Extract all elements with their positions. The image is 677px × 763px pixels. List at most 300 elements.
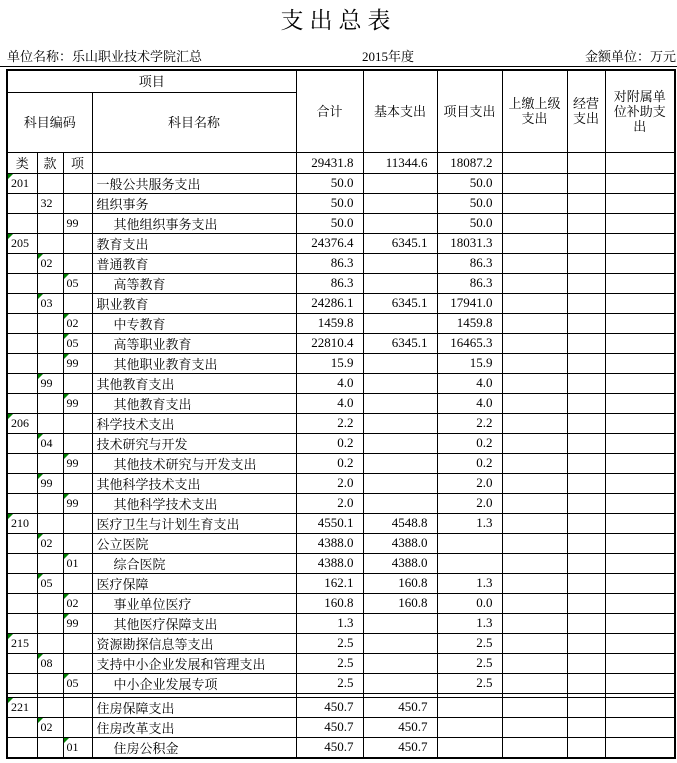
cell-basic-expense[interactable] [363, 173, 437, 193]
cell-kuan[interactable] [37, 213, 63, 233]
cell-subsidy[interactable] [605, 353, 675, 373]
cell-subsidy[interactable] [605, 653, 675, 673]
cell-subsidy[interactable] [605, 213, 675, 233]
cell-basic-expense[interactable] [363, 413, 437, 433]
cell-upper-payment[interactable] [502, 473, 567, 493]
cell-upper-payment[interactable] [502, 573, 567, 593]
cell-subject-name[interactable]: 一般公共服务支出 [92, 173, 296, 193]
cell-basic-expense[interactable]: 160.8 [363, 593, 437, 613]
header-upper-payment[interactable]: 上缴上级支出 [502, 70, 567, 152]
cell-subsidy[interactable] [605, 553, 675, 573]
cell-lei[interactable] [7, 253, 37, 273]
cell-total[interactable]: 450.7 [296, 717, 363, 737]
cell-upper-payment[interactable] [502, 697, 567, 717]
cell-xiang[interactable] [63, 573, 92, 593]
cell-upper-payment[interactable] [502, 333, 567, 353]
cell-operating-expense[interactable] [567, 613, 605, 633]
cell-xiang[interactable]: 99 [63, 613, 92, 633]
cell-kuan[interactable]: 99 [37, 373, 63, 393]
cell-xiang[interactable]: 01 [63, 737, 92, 758]
cell-lei[interactable]: 215 [7, 633, 37, 653]
cell-subsidy[interactable] [605, 633, 675, 653]
cell-operating-expense[interactable] [567, 673, 605, 693]
cell-xiang[interactable]: 02 [63, 593, 92, 613]
cell-total[interactable]: 50.0 [296, 213, 363, 233]
cell-operating-expense[interactable] [567, 593, 605, 613]
cell-total[interactable]: 15.9 [296, 353, 363, 373]
cell-basic-expense[interactable] [363, 253, 437, 273]
cell-total[interactable]: 2.0 [296, 473, 363, 493]
cell-lei[interactable] [7, 193, 37, 213]
cell-basic-expense[interactable] [363, 213, 437, 233]
cell-kuan[interactable] [37, 673, 63, 693]
cell-lei[interactable] [7, 593, 37, 613]
cell-total[interactable]: 2.0 [296, 493, 363, 513]
cell-operating-expense[interactable] [567, 553, 605, 573]
cell-project-expense[interactable]: 15.9 [437, 353, 502, 373]
cell-total[interactable]: 4388.0 [296, 553, 363, 573]
cell-basic-expense[interactable]: 450.7 [363, 737, 437, 758]
cell-xiang[interactable]: 99 [63, 393, 92, 413]
header-subsidy[interactable]: 对附属单位补助支出 [605, 70, 675, 152]
cell-subsidy[interactable] [605, 493, 675, 513]
cell-kuan[interactable] [37, 633, 63, 653]
cell-operating-expense[interactable] [567, 513, 605, 533]
cell-subject-name[interactable]: 普通教育 [92, 253, 296, 273]
cell-subject-name[interactable]: 其他教育支出 [92, 393, 296, 413]
cell-project-expense[interactable]: 50.0 [437, 193, 502, 213]
cell-subsidy[interactable] [605, 433, 675, 453]
cell-lei[interactable] [7, 533, 37, 553]
cell-upper-payment[interactable] [502, 353, 567, 373]
cell-xiang[interactable]: 01 [63, 553, 92, 573]
cell-operating-expense[interactable] [567, 737, 605, 758]
totals-operating-cell[interactable] [567, 152, 605, 173]
cell-subject-name[interactable]: 住房改革支出 [92, 717, 296, 737]
cell-project-expense[interactable]: 4.0 [437, 373, 502, 393]
cell-subsidy[interactable] [605, 453, 675, 473]
cell-subsidy[interactable] [605, 697, 675, 717]
cell-upper-payment[interactable] [502, 653, 567, 673]
cell-subsidy[interactable] [605, 293, 675, 313]
cell-upper-payment[interactable] [502, 673, 567, 693]
cell-xiang[interactable]: 05 [63, 333, 92, 353]
cell-kuan[interactable] [37, 453, 63, 473]
cell-basic-expense[interactable]: 450.7 [363, 717, 437, 737]
cell-subsidy[interactable] [605, 573, 675, 593]
cell-operating-expense[interactable] [567, 233, 605, 253]
cell-xiang[interactable] [63, 697, 92, 717]
cell-subsidy[interactable] [605, 173, 675, 193]
cell-total[interactable]: 4550.1 [296, 513, 363, 533]
cell-subsidy[interactable] [605, 193, 675, 213]
cell-upper-payment[interactable] [502, 193, 567, 213]
cell-basic-expense[interactable] [363, 653, 437, 673]
cell-subsidy[interactable] [605, 533, 675, 553]
cell-kuan[interactable] [37, 393, 63, 413]
cell-kuan[interactable]: 02 [37, 533, 63, 553]
cell-project-expense[interactable] [437, 717, 502, 737]
cell-total[interactable]: 160.8 [296, 593, 363, 613]
cell-project-expense[interactable]: 2.0 [437, 473, 502, 493]
cell-project-expense[interactable]: 50.0 [437, 173, 502, 193]
cell-project-expense[interactable]: 0.2 [437, 433, 502, 453]
cell-kuan[interactable] [37, 413, 63, 433]
cell-project-expense[interactable]: 18031.3 [437, 233, 502, 253]
cell-total[interactable]: 4388.0 [296, 533, 363, 553]
cell-xiang[interactable] [63, 533, 92, 553]
cell-kuan[interactable] [37, 353, 63, 373]
cell-basic-expense[interactable] [363, 493, 437, 513]
cell-xiang[interactable] [63, 633, 92, 653]
cell-kuan[interactable] [37, 333, 63, 353]
cell-project-expense[interactable]: 86.3 [437, 273, 502, 293]
cell-basic-expense[interactable] [363, 453, 437, 473]
cell-total[interactable]: 24376.4 [296, 233, 363, 253]
cell-subject-name[interactable]: 组织事务 [92, 193, 296, 213]
cell-kuan[interactable]: 04 [37, 433, 63, 453]
cell-basic-expense[interactable] [363, 273, 437, 293]
cell-subject-name[interactable]: 中小企业发展专项 [92, 673, 296, 693]
cell-project-expense[interactable]: 1.3 [437, 573, 502, 593]
header-basic-expense[interactable]: 基本支出 [363, 70, 437, 152]
cell-upper-payment[interactable] [502, 213, 567, 233]
cell-kuan[interactable]: 08 [37, 653, 63, 673]
cell-upper-payment[interactable] [502, 717, 567, 737]
cell-operating-expense[interactable] [567, 253, 605, 273]
cell-subject-name[interactable]: 医疗卫生与计划生育支出 [92, 513, 296, 533]
header-project-group[interactable]: 项目 [7, 70, 296, 92]
cell-project-expense[interactable] [437, 697, 502, 717]
cell-xiang[interactable]: 99 [63, 453, 92, 473]
cell-total[interactable]: 22810.4 [296, 333, 363, 353]
cell-subject-name[interactable]: 资源勘探信息等支出 [92, 633, 296, 653]
cell-subject-name[interactable]: 高等教育 [92, 273, 296, 293]
header-subject-name[interactable]: 科目名称 [92, 92, 296, 152]
cell-upper-payment[interactable] [502, 737, 567, 758]
cell-kuan[interactable] [37, 313, 63, 333]
cell-xiang[interactable]: 02 [63, 313, 92, 333]
cell-subject-name[interactable]: 其他科学技术支出 [92, 493, 296, 513]
cell-subject-name[interactable]: 其他组织事务支出 [92, 213, 296, 233]
cell-upper-payment[interactable] [502, 393, 567, 413]
cell-kuan[interactable]: 03 [37, 293, 63, 313]
cell-kuan[interactable]: 02 [37, 717, 63, 737]
header-kuan[interactable]: 款 [37, 152, 63, 173]
totals-project-cell[interactable]: 18087.2 [437, 152, 502, 173]
cell-lei[interactable]: 221 [7, 697, 37, 717]
cell-operating-expense[interactable] [567, 697, 605, 717]
cell-xiang[interactable] [63, 253, 92, 273]
cell-subject-name[interactable]: 中专教育 [92, 313, 296, 333]
cell-upper-payment[interactable] [502, 273, 567, 293]
cell-xiang[interactable]: 05 [63, 673, 92, 693]
cell-total[interactable]: 50.0 [296, 193, 363, 213]
cell-upper-payment[interactable] [502, 493, 567, 513]
cell-operating-expense[interactable] [567, 313, 605, 333]
cell-total[interactable]: 0.2 [296, 453, 363, 473]
cell-total[interactable]: 86.3 [296, 273, 363, 293]
cell-lei[interactable] [7, 653, 37, 673]
cell-upper-payment[interactable] [502, 513, 567, 533]
cell-operating-expense[interactable] [567, 273, 605, 293]
cell-lei[interactable] [7, 717, 37, 737]
cell-upper-payment[interactable] [502, 233, 567, 253]
cell-subsidy[interactable] [605, 513, 675, 533]
cell-operating-expense[interactable] [567, 473, 605, 493]
cell-subject-name[interactable]: 医疗保障 [92, 573, 296, 593]
cell-upper-payment[interactable] [502, 253, 567, 273]
cell-lei[interactable] [7, 553, 37, 573]
cell-subject-name[interactable]: 住房公积金 [92, 737, 296, 758]
cell-subject-name[interactable]: 事业单位医疗 [92, 593, 296, 613]
cell-upper-payment[interactable] [502, 453, 567, 473]
cell-subject-name[interactable]: 高等职业教育 [92, 333, 296, 353]
cell-operating-expense[interactable] [567, 173, 605, 193]
cell-subject-name[interactable]: 技术研究与开发 [92, 433, 296, 453]
cell-subsidy[interactable] [605, 593, 675, 613]
cell-subject-name[interactable]: 科学技术支出 [92, 413, 296, 433]
cell-kuan[interactable] [37, 613, 63, 633]
cell-total[interactable]: 50.0 [296, 173, 363, 193]
cell-operating-expense[interactable] [567, 373, 605, 393]
cell-lei[interactable]: 201 [7, 173, 37, 193]
cell-project-expense[interactable]: 17941.0 [437, 293, 502, 313]
cell-upper-payment[interactable] [502, 413, 567, 433]
header-total[interactable]: 合计 [296, 70, 363, 152]
cell-total[interactable]: 4.0 [296, 393, 363, 413]
cell-subject-name[interactable]: 支持中小企业发展和管理支出 [92, 653, 296, 673]
cell-operating-expense[interactable] [567, 633, 605, 653]
cell-project-expense[interactable] [437, 737, 502, 758]
cell-total[interactable]: 2.2 [296, 413, 363, 433]
cell-operating-expense[interactable] [567, 353, 605, 373]
cell-kuan[interactable] [37, 513, 63, 533]
cell-lei[interactable] [7, 493, 37, 513]
cell-project-expense[interactable]: 2.5 [437, 633, 502, 653]
cell-total[interactable]: 450.7 [296, 697, 363, 717]
cell-project-expense[interactable]: 2.2 [437, 413, 502, 433]
cell-subsidy[interactable] [605, 233, 675, 253]
cell-upper-payment[interactable] [502, 553, 567, 573]
cell-subsidy[interactable] [605, 253, 675, 273]
cell-lei[interactable] [7, 473, 37, 493]
cell-project-expense[interactable]: 1459.8 [437, 313, 502, 333]
cell-project-expense[interactable]: 16465.3 [437, 333, 502, 353]
cell-basic-expense[interactable] [363, 193, 437, 213]
cell-kuan[interactable]: 99 [37, 473, 63, 493]
cell-subject-name[interactable]: 其他科学技术支出 [92, 473, 296, 493]
cell-subject-name[interactable]: 教育支出 [92, 233, 296, 253]
cell-subject-name[interactable]: 其他技术研究与开发支出 [92, 453, 296, 473]
cell-subsidy[interactable] [605, 737, 675, 758]
cell-subsidy[interactable] [605, 673, 675, 693]
cell-project-expense[interactable]: 4.0 [437, 393, 502, 413]
cell-total[interactable]: 1.3 [296, 613, 363, 633]
cell-upper-payment[interactable] [502, 373, 567, 393]
cell-lei[interactable]: 206 [7, 413, 37, 433]
cell-lei[interactable] [7, 737, 37, 758]
cell-subject-name[interactable]: 综合医院 [92, 553, 296, 573]
cell-project-expense[interactable]: 1.3 [437, 613, 502, 633]
cell-xiang[interactable] [63, 173, 92, 193]
cell-xiang[interactable] [63, 513, 92, 533]
cell-lei[interactable] [7, 673, 37, 693]
cell-subsidy[interactable] [605, 717, 675, 737]
cell-kuan[interactable] [37, 233, 63, 253]
cell-xiang[interactable]: 99 [63, 493, 92, 513]
cell-operating-expense[interactable] [567, 193, 605, 213]
cell-subsidy[interactable] [605, 413, 675, 433]
cell-upper-payment[interactable] [502, 633, 567, 653]
cell-operating-expense[interactable] [567, 493, 605, 513]
cell-xiang[interactable] [63, 373, 92, 393]
cell-basic-expense[interactable]: 450.7 [363, 697, 437, 717]
cell-operating-expense[interactable] [567, 433, 605, 453]
cell-basic-expense[interactable] [363, 433, 437, 453]
cell-subsidy[interactable] [605, 373, 675, 393]
cell-lei[interactable] [7, 453, 37, 473]
cell-basic-expense[interactable]: 6345.1 [363, 233, 437, 253]
cell-operating-expense[interactable] [567, 333, 605, 353]
cell-kuan[interactable]: 05 [37, 573, 63, 593]
cell-project-expense[interactable]: 86.3 [437, 253, 502, 273]
cell-subsidy[interactable] [605, 473, 675, 493]
cell-xiang[interactable] [63, 717, 92, 737]
cell-total[interactable]: 2.5 [296, 633, 363, 653]
cell-subject-name[interactable]: 其他医疗保障支出 [92, 613, 296, 633]
cell-upper-payment[interactable] [502, 293, 567, 313]
cell-basic-expense[interactable] [363, 373, 437, 393]
header-xiang[interactable]: 项 [63, 152, 92, 173]
cell-operating-expense[interactable] [567, 573, 605, 593]
cell-lei[interactable] [7, 313, 37, 333]
totals-basic-cell[interactable]: 11344.6 [363, 152, 437, 173]
cell-operating-expense[interactable] [567, 293, 605, 313]
cell-total[interactable]: 162.1 [296, 573, 363, 593]
cell-xiang[interactable]: 99 [63, 353, 92, 373]
cell-basic-expense[interactable] [363, 393, 437, 413]
cell-total[interactable]: 86.3 [296, 253, 363, 273]
cell-upper-payment[interactable] [502, 433, 567, 453]
totals-total-cell[interactable]: 29431.8 [296, 152, 363, 173]
cell-subject-name[interactable]: 住房保障支出 [92, 697, 296, 717]
cell-kuan[interactable]: 32 [37, 193, 63, 213]
cell-basic-expense[interactable]: 4388.0 [363, 553, 437, 573]
cell-operating-expense[interactable] [567, 533, 605, 553]
cell-project-expense[interactable]: 0.0 [437, 593, 502, 613]
header-project-expense[interactable]: 项目支出 [437, 70, 502, 152]
cell-subsidy[interactable] [605, 393, 675, 413]
cell-subsidy[interactable] [605, 273, 675, 293]
cell-basic-expense[interactable] [363, 633, 437, 653]
cell-lei[interactable] [7, 273, 37, 293]
cell-basic-expense[interactable]: 4548.8 [363, 513, 437, 533]
cell-lei[interactable] [7, 333, 37, 353]
header-lei[interactable]: 类 [7, 152, 37, 173]
cell-basic-expense[interactable] [363, 473, 437, 493]
cell-total[interactable]: 4.0 [296, 373, 363, 393]
cell-subsidy[interactable] [605, 333, 675, 353]
cell-lei[interactable]: 205 [7, 233, 37, 253]
cell-upper-payment[interactable] [502, 593, 567, 613]
cell-subject-name[interactable]: 公立医院 [92, 533, 296, 553]
cell-basic-expense[interactable]: 6345.1 [363, 333, 437, 353]
cell-subsidy[interactable] [605, 313, 675, 333]
cell-operating-expense[interactable] [567, 453, 605, 473]
cell-project-expense[interactable] [437, 533, 502, 553]
cell-kuan[interactable] [37, 697, 63, 717]
cell-project-expense[interactable] [437, 553, 502, 573]
totals-name-cell[interactable] [92, 152, 296, 173]
cell-xiang[interactable] [63, 193, 92, 213]
cell-xiang[interactable] [63, 653, 92, 673]
cell-kuan[interactable] [37, 553, 63, 573]
cell-xiang[interactable] [63, 433, 92, 453]
cell-total[interactable]: 450.7 [296, 737, 363, 758]
cell-subject-name[interactable]: 职业教育 [92, 293, 296, 313]
cell-lei[interactable] [7, 573, 37, 593]
cell-lei[interactable] [7, 353, 37, 373]
cell-upper-payment[interactable] [502, 533, 567, 553]
header-operating-expense[interactable]: 经营支出 [567, 70, 605, 152]
totals-upper-cell[interactable] [502, 152, 567, 173]
cell-subject-name[interactable]: 其他职业教育支出 [92, 353, 296, 373]
cell-xiang[interactable]: 99 [63, 213, 92, 233]
cell-total[interactable]: 2.5 [296, 653, 363, 673]
cell-lei[interactable]: 210 [7, 513, 37, 533]
cell-basic-expense[interactable]: 6345.1 [363, 293, 437, 313]
totals-subsidy-cell[interactable] [605, 152, 675, 173]
cell-xiang[interactable] [63, 293, 92, 313]
cell-project-expense[interactable]: 2.0 [437, 493, 502, 513]
cell-operating-expense[interactable] [567, 717, 605, 737]
cell-project-expense[interactable]: 2.5 [437, 653, 502, 673]
cell-project-expense[interactable]: 50.0 [437, 213, 502, 233]
header-subject-code[interactable]: 科目编码 [7, 92, 92, 152]
cell-kuan[interactable] [37, 593, 63, 613]
cell-basic-expense[interactable] [363, 613, 437, 633]
cell-total[interactable]: 24286.1 [296, 293, 363, 313]
cell-operating-expense[interactable] [567, 413, 605, 433]
cell-lei[interactable] [7, 373, 37, 393]
cell-subsidy[interactable] [605, 613, 675, 633]
cell-basic-expense[interactable]: 4388.0 [363, 533, 437, 553]
cell-project-expense[interactable]: 0.2 [437, 453, 502, 473]
cell-kuan[interactable] [37, 737, 63, 758]
cell-xiang[interactable] [63, 473, 92, 493]
cell-basic-expense[interactable] [363, 673, 437, 693]
cell-operating-expense[interactable] [567, 393, 605, 413]
cell-xiang[interactable]: 05 [63, 273, 92, 293]
cell-total[interactable]: 1459.8 [296, 313, 363, 333]
cell-lei[interactable] [7, 293, 37, 313]
cell-lei[interactable] [7, 433, 37, 453]
cell-basic-expense[interactable] [363, 313, 437, 333]
cell-xiang[interactable] [63, 413, 92, 433]
cell-basic-expense[interactable] [363, 353, 437, 373]
cell-xiang[interactable] [63, 233, 92, 253]
cell-project-expense[interactable]: 2.5 [437, 673, 502, 693]
cell-kuan[interactable] [37, 273, 63, 293]
cell-total[interactable]: 2.5 [296, 673, 363, 693]
cell-basic-expense[interactable]: 160.8 [363, 573, 437, 593]
cell-lei[interactable] [7, 393, 37, 413]
cell-upper-payment[interactable] [502, 173, 567, 193]
cell-kuan[interactable] [37, 493, 63, 513]
cell-total[interactable]: 0.2 [296, 433, 363, 453]
cell-operating-expense[interactable] [567, 213, 605, 233]
